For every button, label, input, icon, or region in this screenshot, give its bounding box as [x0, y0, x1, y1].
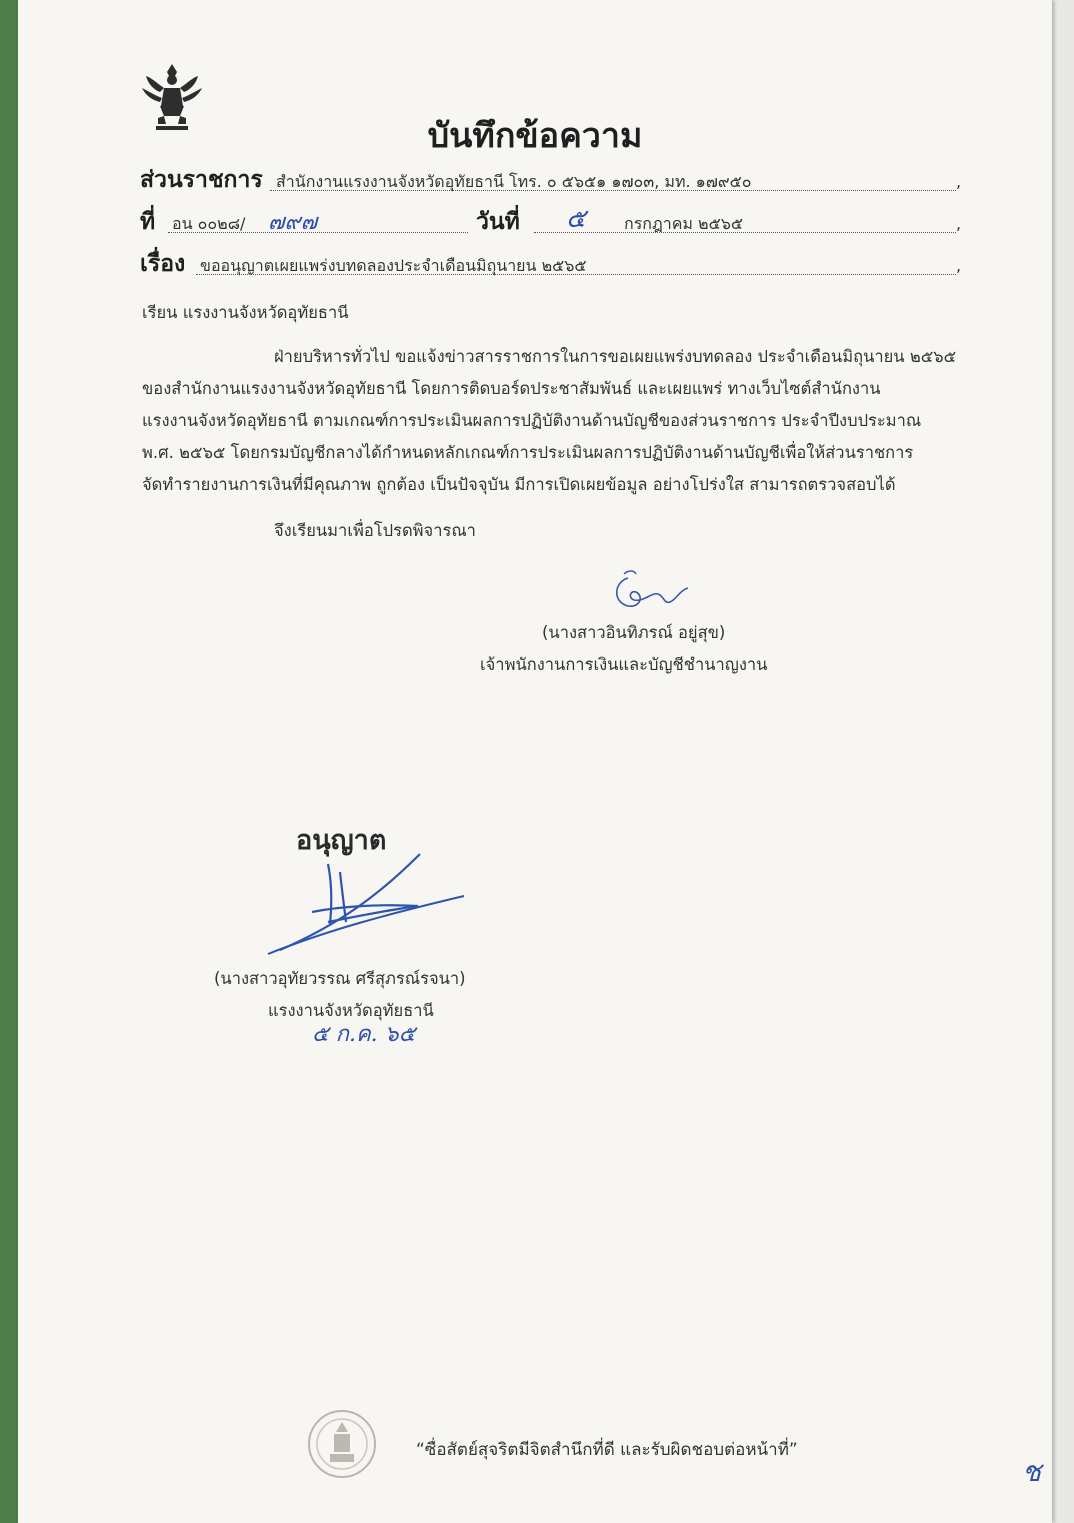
corner-handwritten-mark: ช: [1022, 1455, 1042, 1488]
date-value: กรกฎาคม ๒๕๖๕: [624, 214, 743, 233]
agency-label: ส่วนราชการ: [140, 167, 263, 193]
ref-handwritten-number: ๗๙๗: [268, 210, 318, 235]
date-comma: ,: [956, 214, 962, 233]
page-title: บันทึกข้อความ: [427, 116, 643, 156]
date-dotted-line: [534, 232, 956, 233]
handwritten-signature-1: [606, 568, 696, 616]
salutation: เรียน แรงงานจังหวัดอุทัยธานี: [142, 303, 349, 322]
date-handwritten-day: ๕: [566, 204, 586, 234]
signer2-position: แรงงานจังหวัดอุทัยธานี: [268, 1001, 434, 1020]
handwritten-signature-2: [244, 850, 474, 960]
subject-comma: ,: [956, 256, 962, 275]
signer1-name: (นางสาวอินทิภรณ์ อยู่สุข): [542, 623, 726, 642]
ref-label: ที่: [140, 209, 156, 235]
signer1-position: เจ้าพนักงานการเงินและบัญชีชำนาญงาน: [480, 655, 768, 674]
body-line: ของสำนักงานแรงงานจังหวัดอุทัยธานี โดยการติดบอร์ดประชาสัมพันธ์ และเผยแพร่ ทางเว็บไซต์สำนักงาน: [142, 379, 881, 398]
subject-value: ขออนุญาตเผยแพร่งบทดลองประจำเดือนมิถุนายน ๒๕๖๕: [200, 256, 587, 275]
body-line: พ.ศ. ๒๕๖๕ โดยกรมบัญชีกลางได้กำหนดหลักเกณฑ์การประเมินผลการปฏิบัติงานด้านบัญชีเพื่อให้ส่วนราชการ: [142, 443, 914, 462]
closing-line: จึงเรียนมาเพื่อโปรดพิจารณา: [274, 521, 476, 540]
agency-comma: ,: [956, 172, 962, 191]
body-line: ฝ่ายบริหารทั่วไป ขอแจ้งข่าวสารราชการในการขอเผยแพร่งบทดลอง ประจำเดือนมิถุนายน ๒๕๖๕: [274, 347, 957, 366]
memo-sheet: [18, 0, 1052, 1523]
approval-handwritten-date: ๕ ก.ค. ๖๕: [312, 1022, 416, 1047]
footer-motto: “ซื่อสัตย์สุจริตมีจิตสำนึกที่ดี และรับผิดชอบต่อหน้าที่”: [416, 1440, 798, 1460]
body-line: แรงงานจังหวัดอุทัยธานี ตามเกณฑ์การประเมินผลการปฏิบัติงานด้านบัญชีของส่วนราชการ ประจำปีงบประมาณ: [142, 411, 922, 430]
date-label: วันที่: [476, 209, 520, 235]
ministry-seal-icon: [306, 1408, 378, 1480]
signer2-name: (นางสาวอุทัยวรรณ ศรีสุภรณ์รจนา): [214, 969, 466, 988]
ref-value: อน ๐๐๒๘/: [172, 214, 246, 233]
subject-label: เรื่อง: [140, 251, 186, 277]
approval-word: อนุญาต: [296, 825, 387, 856]
agency-value: สำนักงานแรงงานจังหวัดอุทัยธานี โทร. ๐ ๕๖๕๑ ๑๗๐๓, มท. ๑๗๙๕๐: [276, 172, 752, 191]
body-line: จัดทำรายงานการเงินที่มีคุณภาพ ถูกต้อง เป็นปัจจุบัน มีการเปิดเผยข้อมูล อย่างโปร่งใส สามารถตรวจสอบได้: [142, 475, 896, 494]
